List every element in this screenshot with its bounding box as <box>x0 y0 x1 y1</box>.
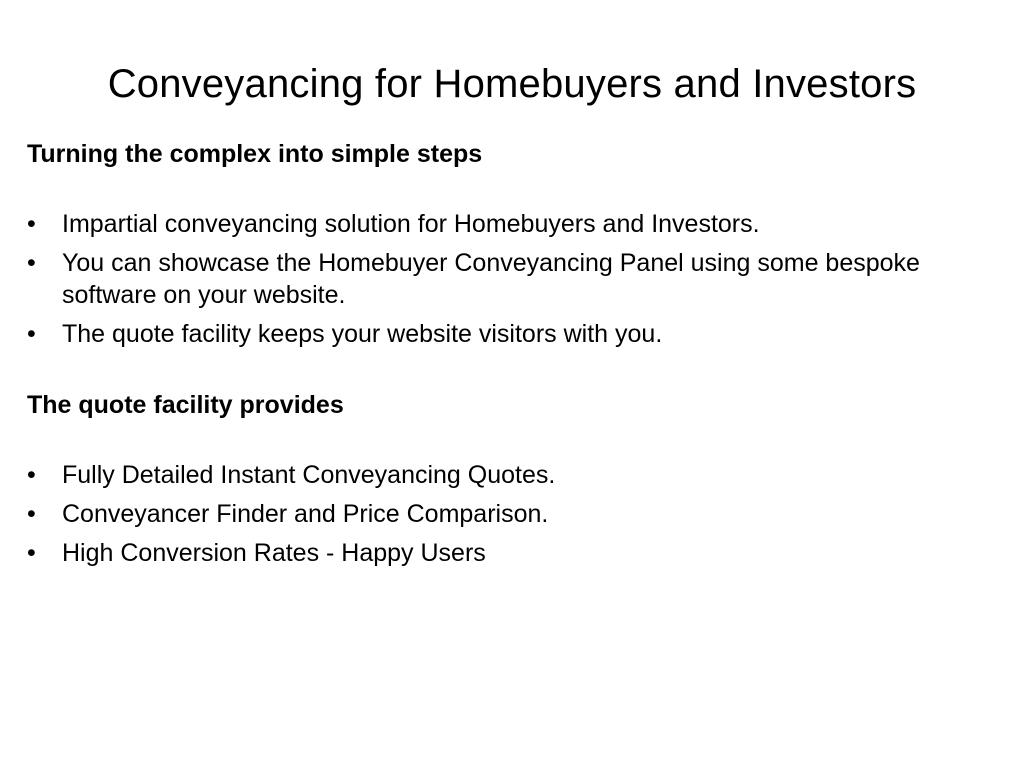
bullet-text: Impartial conveyancing solution for Homebuyers and Investors. <box>62 210 760 238</box>
bullet-text: High Conversion Rates - Happy Users <box>62 539 486 567</box>
bullet-icon: • <box>27 210 36 238</box>
bullet-text: You can showcase the Homebuyer Conveyancing Panel using some bespoke software on your website. <box>62 249 920 309</box>
spacer <box>27 357 987 389</box>
bullet-item <box>27 459 987 491</box>
bullet-icon: • <box>27 461 36 489</box>
bullet-item <box>27 318 987 350</box>
bullet-item <box>27 208 987 240</box>
section-heading-quote-facility: The quote facility provides <box>27 391 344 419</box>
slide-title: Conveyancing for Homebuyers and Investors <box>107 62 917 106</box>
bullet-item <box>27 247 987 311</box>
bullet-icon: • <box>27 249 36 277</box>
slide-body <box>27 138 987 576</box>
bullet-icon: • <box>27 320 36 348</box>
bullet-item <box>27 498 987 530</box>
section-heading-steps: Turning the complex into simple steps <box>27 140 483 168</box>
bullet-list-steps <box>27 208 987 350</box>
spacer <box>27 170 987 208</box>
bullet-item <box>27 537 987 569</box>
bullet-text: Fully Detailed Instant Conveyancing Quotes. <box>62 461 556 489</box>
spacer <box>27 421 987 459</box>
bullet-text: The quote facility keeps your website visitors with you. <box>62 320 663 348</box>
bullet-list-quote-facility <box>27 459 987 569</box>
bullet-text: Conveyancer Finder and Price Comparison. <box>62 500 549 528</box>
bullet-icon: • <box>27 500 36 528</box>
bullet-icon: • <box>27 539 36 567</box>
